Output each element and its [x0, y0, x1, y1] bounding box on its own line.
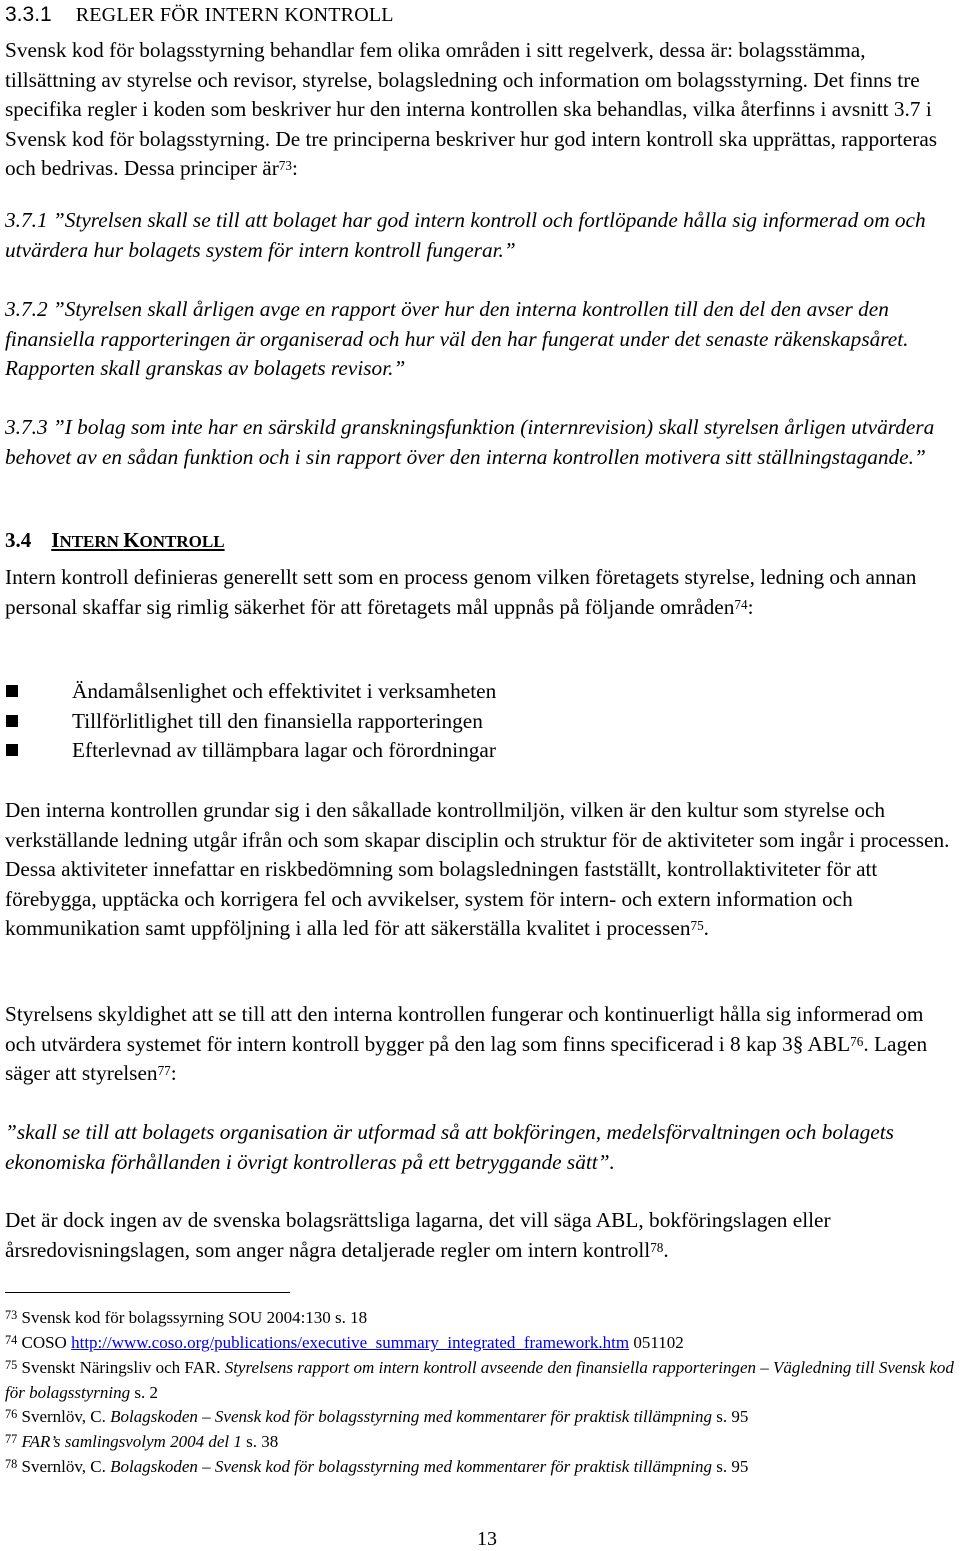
- footnote-separator: [5, 1292, 290, 1293]
- section-title: REGLER FÖR INTERN KONTROLL: [75, 4, 394, 26]
- square-bullet-icon: [6, 744, 18, 756]
- closing-paragraph: Det är dock ingen av de svenska bolagsrättsliga lagarna, det vill säga ABL, bokföringslagen eller årsredovisningslagen, som anger några detaljerade regler om intern kontroll$^{78}$.: [5, 1208, 831, 1262]
- footnote-ref[interactable]: 78: [650, 1239, 664, 1255]
- footnote-76: $^{76}$ Svernlöv, C. Bolagskoden – Svensk kod för bolagsstyrning med kommentarer för praktisk tillämpning s. 95: [5, 1406, 749, 1426]
- page-number: 13: [477, 1528, 497, 1550]
- footnote-78: $^{78}$ Svernlöv, C. Bolagskoden – Svensk kod för bolagsstyrning med kommentarer för praktisk tillämpning s. 95: [5, 1456, 749, 1476]
- footnote-ref[interactable]: 75: [690, 918, 704, 934]
- section-title: INTERN KONTROLL: [51, 528, 225, 552]
- footnote-73: $^{73}$ Svensk kod för bolagssyrning SOU 2004:130 s. 18: [5, 1307, 368, 1327]
- section-number: 3.3.1: [5, 3, 52, 26]
- square-bullet-icon: [6, 685, 18, 697]
- footnote-74: $^{74}$ COSO http://www.coso.org/publications/executive_summary_integrated_framework.htm 051102: [5, 1332, 684, 1352]
- footnote-77: $^{77}$ FAR’s samlingsvolym 2004 del 1 s. 38: [5, 1431, 279, 1451]
- coso-link[interactable]: http://www.coso.org/publications/executive_summary_integrated_framework.htm: [71, 1333, 630, 1352]
- rule-3-7-3: 3.7.3 ”I bolag som inte har en särskild granskningsfunktion (internrevision) skall styrelsen årligen utvärdera behovet av en sådan funktion och i sin rapport över den interna kontrollen motivera sitt ställningstagande.”: [5, 415, 935, 469]
- footnote-ref[interactable]: 73: [278, 158, 292, 174]
- footnote-ref[interactable]: 74: [734, 596, 748, 612]
- section-number: 3.4: [5, 528, 32, 552]
- law-quote: ”skall se till att bolagets organisation är utformad så att bokföringen, medelsförvaltningen och bolagets ekonomiska förhållanden i övrigt kontrolleras på ett betryggande sätt”.: [5, 1120, 894, 1174]
- intro-paragraph: Svensk kod för bolagsstyrning behandlar fem olika områden i sitt regelverk, dessa är: bolagsstämma, tillsättning av styrelse och revisor, styrelse, bolagsledning och information om bolagsstyrning. Det finns tre specifika regler i koden som beskriver hur den interna kontrollen ska behandlas, vilka återfinns i avsnitt 3.7 i Svensk kod för bolagsstyrning. De tre principerna beskriver hur god intern kontroll ska upprättas, rapporteras och bedrivas. Dessa principer $är^{73}$:: [5, 38, 938, 180]
- square-bullet-icon: [6, 715, 18, 727]
- section-3-4-heading: [5, 528, 225, 553]
- footnote-ref[interactable]: 77: [157, 1063, 171, 1079]
- footnote-75: $^{75}$ Svenskt Näringsliv och FAR. Styrelsens rapport om intern kontroll avseende den finansiella rapporteringen – Vägledning till Svensk kod för bolagsstyrning s. 2: [5, 1357, 954, 1402]
- duty-paragraph: Styrelsens skyldighet att se till att den interna kontrollen fungerar och kontinuerligt hålla sig informerad om och utvärdera systemet för intern kontroll bygger på den lag som finns specificerad i 8 kap 3§ ABL$^{76}$. Lagen säger att styrelsen$^{77}$:: [5, 1002, 928, 1085]
- rule-3-7-1: 3.7.1 ”Styrelsen skall se till att bolaget har god intern kontroll och fortlöpande hålla sig informerad om och utvärdera hur bolagets system för intern kontroll fungerar.”: [5, 208, 926, 262]
- environment-paragraph: Den interna kontrollen grundar sig i den såkallade kontrollmiljön, vilken är den kultur som styrelse och verkställande ledning utgår ifrån och som skapar disciplin och struktur för de aktiviteter som ingår i processen. Dessa aktiviteter innefattar en riskbedömning som bolagsledningen fastställt, kontrollaktiviteter för att förebygga, upptäcka och korrigera fel och avvikelser, system för intern- och extern information och kommunikation samt uppföljning i alla led för att säkerställa kvalitet i processen$^{75}$.: [5, 798, 950, 940]
- section-3-3-1-heading: [5, 2, 394, 27]
- rule-3-7-2: 3.7.2 ”Styrelsen skall årligen avge en rapport över hur den interna kontrollen till den del den avser den finansiella rapporteringen är organiserad och hur väl den har fungerat under det senaste räkenskapsåret. Rapporten skall granskas av bolagets revisor.”: [5, 297, 909, 380]
- definition-paragraph: Intern kontroll definieras generellt sett som en process genom vilken företagets styrelse, ledning och annan personal skaffar sig rimlig säkerhet för att företagets mål uppnås på följande områden$^{74}$:: [5, 565, 917, 619]
- footnote-ref[interactable]: 76: [850, 1033, 864, 1049]
